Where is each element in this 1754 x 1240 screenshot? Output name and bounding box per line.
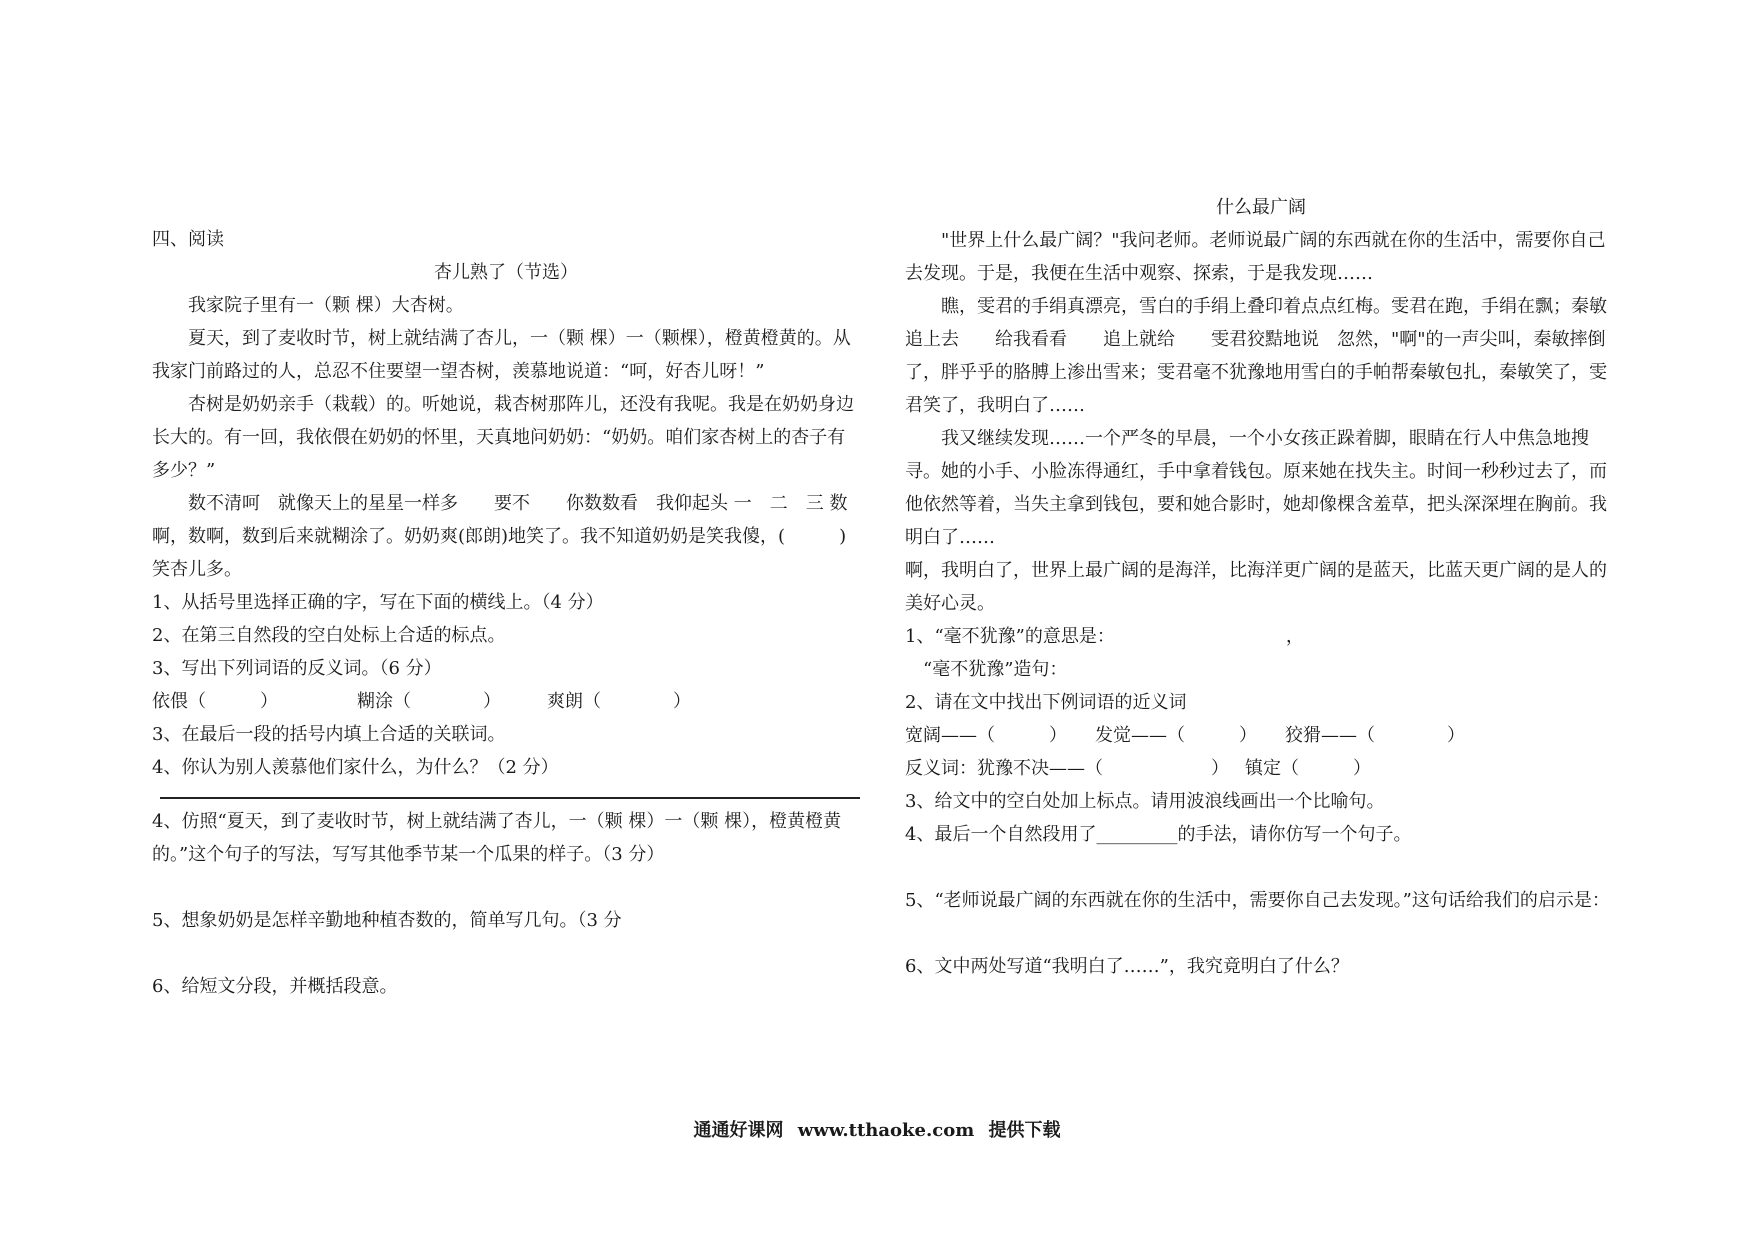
left-question-1: 1、从括号里选择正确的字，写在下面的横线上。（4 分） [152,592,604,613]
right-column [905,191,1617,983]
antonym-label: 反义词：犹豫不决——（ ） [905,758,1229,779]
right-paragraph-3: 我又继续发现……一个严冬的早晨，一个小女孩正跺着脚，眼睛在行人中焦急地搜寻。她的小手、小脸冻得通红，手中拿着钱包。原来她在找失主。时间一秒秒过去了，而他依然等着，当失主拿到钱包，要和她合影时，她却像棵含羞草，把头深深埋在胸前。我明白了…… [905,428,1607,548]
left-paragraph-3: 杏树是奶奶亲手（栽载）的。听她说，栽杏树那阵儿，还没有我呢。我是在奶奶身边长大的。有一回，我依偎在奶奶的怀里，天真地问奶奶：“奶奶。咱们家杏树上的杏子有多少？” [152,394,854,481]
left-question-4: 4、你认为别人羡慕他们家什么，为什么？（2 分） [152,757,559,778]
left-paragraph-4: 数不清呵 就像天上的星星一样多 要不 你数数看 我仰起头 一 二 三 数啊，数啊，数到后来就糊涂了。奶奶爽(郎朗)地笑了。我不知道奶奶是笑我傻，( ) 笑杏儿多。 [152,493,848,580]
right-paragraph-1: "世界上什么最广阔？"我问老师。老师说最广阔的东西就在你的生活中，需要你自己去发现。于是，我便在生活中观察、探索，于是我发现…… [905,230,1606,284]
left-question-5: 5、想象奶奶是怎样辛勤地种植杏数的，简单写几句。（3 分 [152,910,622,931]
antonym-item: 依偎（ ） [152,691,278,712]
footer-suffix: 提供下载 [988,1120,1061,1141]
left-paragraph-2: 夏天，到了麦收时节，树上就结满了杏儿，一（颗 棵）一（颗棵），橙黄橙黄的。从我家门前路过的人，总忍不住要望一望杏树，羡慕地说道：“呵，好杏儿呀！” [152,328,851,382]
right-question-1: 1、“毫不犹豫”的意思是： ， [905,626,1304,647]
synonym-row [905,719,1617,752]
passage-title-left: 杏儿熟了（节选） [434,262,578,283]
answer-line [160,797,860,799]
right-question-2: 2、请在文中找出下例词语的近义词 [905,692,1187,713]
right-question-6: 6、文中两处写道“我明白了……”，我究竟明白了什么？ [905,956,1349,977]
antonym-row-right [905,752,1617,785]
synonym-item: 发觉——（ ） [1095,725,1257,746]
section-heading: 四、阅读 [152,229,224,250]
antonym-item: 糊涂（ ） [357,691,501,712]
left-question-3b: 3、在最后一段的括号内填上合适的关联词。 [152,724,506,745]
right-question-3: 3、给文中的空白处加上标点。请用波浪线画出一个比喻句。 [905,791,1385,812]
left-question-6: 6、给短文分段，并概括段意。 [152,976,398,997]
antonym-row [152,685,860,718]
right-question-4: 4、最后一个自然段用了_________的手法，请你仿写一个句子。 [905,824,1412,845]
left-question-3: 3、写出下列词语的反义词。（6 分） [152,658,442,679]
answer-space [905,917,1617,950]
left-paragraph-1: 我家院子里有一（颗 棵）大杏树。 [188,295,464,316]
left-column [152,223,860,1003]
answer-space [152,871,860,904]
passage-title-right: 什么最广阔 [1216,197,1306,218]
answer-space [152,937,860,970]
synonym-item: 狡猾——（ ） [1285,725,1465,746]
left-question-4b: 4、仿照“夏天，到了麦收时节，树上就结满了杏儿，一（颗 棵）一（颗 棵），橙黄橙黄的。”这个句子的写法，写写其他季节某一个瓜果的样子。（3 分） [152,811,842,865]
right-paragraph-2: 瞧，雯君的手绢真漂亮，雪白的手绢上叠印着点点红梅。雯君在跑，手绢在飘；秦敏追上去 给我看看 追上就给 雯君狡黠地说 忽然，"啊"的一声尖叫，秦敏摔倒了，胖乎乎的胳膊上渗出雪来；雯君毫不犹豫地用雪白的手帕帮秦敏包扎，秦敏笑了，雯君笑了，我明白了…… [905,296,1607,416]
right-paragraph-4: 啊，我明白了，世界上最广阔的是海洋，比海洋更广阔的是蓝天，比蓝天更广阔的是人的美好心灵。 [905,560,1607,614]
footer-site-name: 通通好课网 [693,1120,784,1141]
footer [0,1116,1754,1142]
right-question-5: 5、“老师说最广阔的东西就在你的生活中，需要你自己去发现。”这句话给我们的启示是： [905,890,1610,911]
antonym-item: 镇定（ ） [1245,758,1371,779]
right-question-1b: “毫不犹豫”造句： [923,659,1068,680]
antonym-item: 爽朗（ ） [547,691,691,712]
answer-space [905,851,1617,884]
left-question-2: 2、在第三自然段的空白处标上合适的标点。 [152,625,506,646]
footer-url[interactable]: www.tthaoke.com [797,1120,975,1141]
synonym-item: 宽阔——（ ） [905,725,1067,746]
